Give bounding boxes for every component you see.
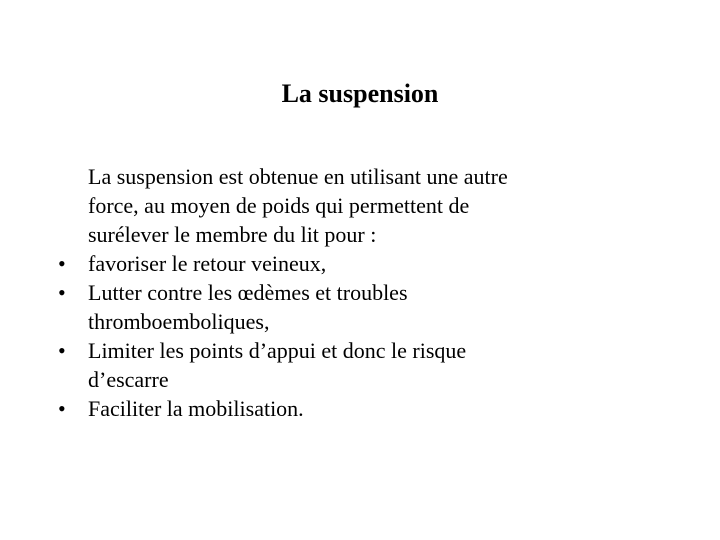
bullet-marker: • [58,396,66,421]
bullet-text: Faciliter la mobilisation. [88,396,304,421]
bullet-text: Lutter contre les œdèmes et troubles [88,280,408,305]
intro-line: surélever le membre du lit pour : [88,222,377,247]
intro-line: force, au moyen de poids qui permettent de [88,193,470,218]
bullet-text: Limiter les points d’appui et donc le risque [88,338,467,363]
intro-line: La suspension est obtenue en utilisant une autre [88,164,508,189]
bullet-text: favoriser le retour veineux, [88,251,327,276]
bullet-text: d’escarre [88,367,169,392]
bullet-item [58,394,658,423]
bullet-text: thromboemboliques, [88,309,270,334]
bullet-marker: • [58,251,66,276]
bullet-marker: • [58,338,66,363]
intro-paragraph [88,162,648,249]
bullet-item [58,278,658,336]
bullet-item [58,336,658,394]
slide-title: La suspension [281,79,439,108]
bullet-marker: • [58,280,66,305]
bullet-list [58,249,658,423]
bullet-item [58,249,658,278]
